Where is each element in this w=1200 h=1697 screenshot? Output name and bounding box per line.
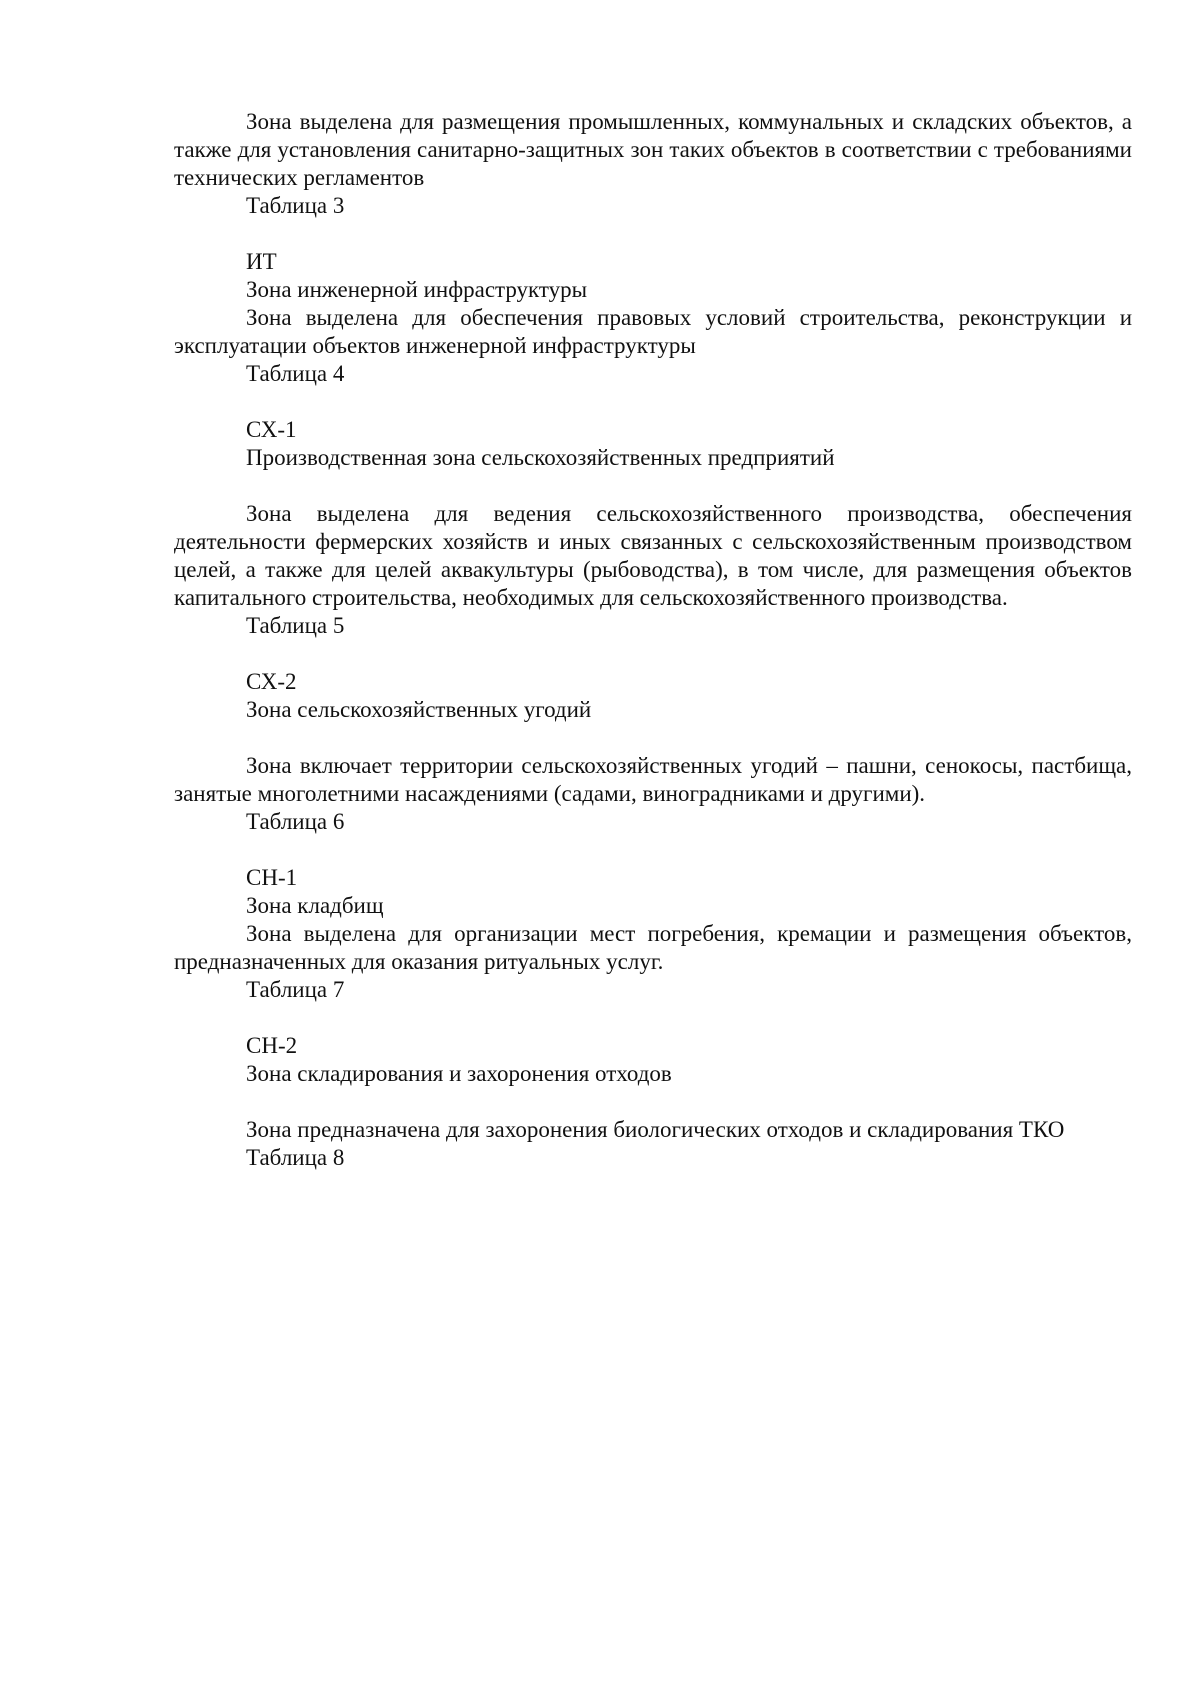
document-page [174,108,1132,1172]
zone-description-sn2: Зона предназначена для захоронения биологических отходов и складирования ТКО [246,1117,1065,1142]
intro-table-label: Таблица 3 [246,193,345,218]
zone-description-sn1: Зона выделена для организации мест погребения, кремации и размещения объектов, предназначенных для оказания ритуальных услуг. [174,921,1132,974]
zone-title-sx1: Производственная зона сельскохозяйственных предприятий [246,445,835,470]
zone-table-label-sx2: Таблица 6 [246,809,345,834]
zone-title-sx2: Зона сельскохозяйственных угодий [246,697,592,722]
zone-table-label-sx1: Таблица 5 [246,613,345,638]
zone-title-sn1: Зона кладбищ [246,893,384,918]
zone-table-label-it: Таблица 4 [246,361,345,386]
zone-code-sx2: СХ-2 [246,669,297,694]
zone-code-sn2: СН-2 [246,1033,298,1058]
zone-description-it: Зона выделена для обеспечения правовых условий строительства, реконструкции и эксплуатации объектов инженерной инфраструктуры [174,305,1132,358]
zone-description-sx2: Зона включает территории сельскохозяйственных угодий – пашни, сенокосы, пастбища, занятые многолетними насаждениями (садами, виноградниками и другими). [174,753,1132,806]
zone-title-sn2: Зона складирования и захоронения отходов [246,1061,672,1086]
zone-table-label-sn1: Таблица 7 [246,977,345,1002]
zone-code-it: ИТ [246,249,277,274]
zone-code-sx1: СХ-1 [246,417,297,442]
zone-table-label-sn2: Таблица 8 [246,1145,345,1170]
zone-code-sn1: СН-1 [246,865,298,890]
zone-title-it: Зона инженерной инфраструктуры [246,277,588,302]
intro-description: Зона выделена для размещения промышленных, коммунальных и складских объектов, а также для установления санитарно-защитных зон таких объектов в соответствии с требованиями технических регламентов [174,109,1132,190]
zone-description-sx1: Зона выделена для ведения сельскохозяйственного производства, обеспечения деятельности фермерских хозяйств и иных связанных с сельскохозяйственным производством целей, а также для целей аквакультуры (рыбоводства), в том числе, для размещения объектов капитального строительства, необходимых для сельскохозяйственного производства. [174,501,1132,610]
